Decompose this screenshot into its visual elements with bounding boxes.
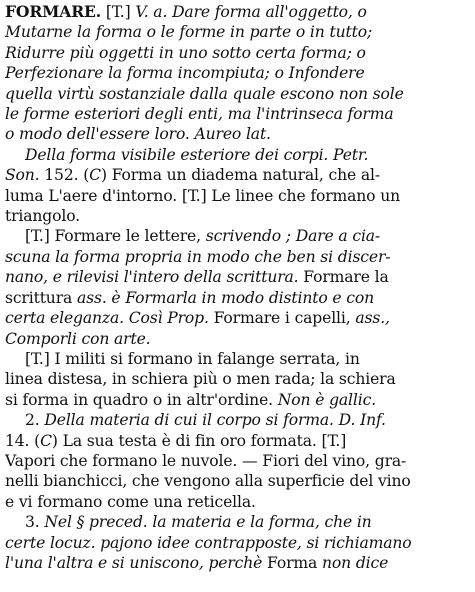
text-run: 2.	[25, 411, 45, 430]
text-run: [T.] Formare le lettere,	[25, 227, 206, 246]
text-run: triangolo.	[5, 207, 80, 226]
text-run: nano, e rilevisi l'intero della scrittura.	[5, 268, 299, 287]
text-run: ) La sua testa è di fin oro formata. [T.]	[51, 431, 347, 450]
text-run: ass. è Formarla in modo distinto e con	[76, 288, 374, 307]
headword: FORMARE.	[5, 2, 102, 21]
text-line	[5, 533, 469, 553]
text-line	[5, 84, 469, 104]
text-run: l'una l'altra e si uniscono, perchè	[5, 553, 263, 572]
text-line	[5, 43, 469, 63]
text-run: e vi formano come una reticella.	[5, 492, 256, 511]
text-run: C	[40, 431, 52, 450]
text-run: quella virtù sostanziale dalla quale escono non sole	[5, 84, 404, 103]
text-line	[5, 471, 469, 491]
text-run: Mutarne la forma o le forme in parte o in tutto;	[5, 23, 373, 42]
text-run: 3.	[25, 513, 45, 532]
text-run: V. a. Dare forma all'oggetto, o	[135, 3, 367, 21]
text-line	[5, 553, 469, 573]
sense-letters	[5, 226, 469, 348]
text-line	[5, 329, 469, 349]
text-run: certa eleganza. Così Prop.	[5, 309, 209, 328]
text-run: scuna la forma propria in modo che ben si discer-	[5, 247, 391, 266]
text-run: Son.	[5, 166, 45, 185]
text-run: le forme esteriori degli enti, ma l'intrinseca forma	[5, 105, 394, 124]
text-run: 14. (	[5, 431, 41, 450]
text-run: Della forma visibile esteriore dei corpi. Petr.	[25, 145, 369, 164]
text-run: Comporli con arte.	[5, 329, 151, 348]
text-line	[5, 165, 469, 185]
text-run: Non è gallic.	[277, 390, 376, 409]
text-run: Della materia di cui il corpo si forma. D. Inf.	[44, 411, 386, 430]
text-line	[5, 206, 469, 226]
text-run: [T.]	[101, 3, 136, 21]
text-line	[5, 22, 469, 42]
text-line	[5, 186, 469, 206]
sense-3-matter-and-form	[5, 512, 469, 573]
text-run: non dice	[322, 553, 389, 572]
dictionary-entry	[5, 2, 469, 573]
text-line	[5, 349, 469, 369]
text-line	[5, 369, 469, 389]
text-line	[5, 288, 469, 308]
text-line	[5, 431, 469, 451]
text-run: luma L'aere d'intorno. [T.] Le linee che formano un	[5, 186, 400, 205]
text-run: Formare i capelli,	[208, 309, 356, 328]
text-run: 152. (	[44, 166, 90, 185]
sense-2-matter	[5, 410, 469, 512]
text-line	[5, 63, 469, 83]
text-line	[5, 267, 469, 287]
text-run: Formare la	[298, 268, 389, 287]
text-run: scrittura	[5, 288, 77, 307]
text-line	[5, 226, 469, 246]
text-line	[5, 308, 469, 328]
text-line	[5, 410, 469, 430]
text-line	[5, 451, 469, 471]
text-run: Perfezionare la forma incompiuta; o Infondere	[5, 64, 365, 83]
text-run: Nel § preced. la materia e la forma, che in	[44, 513, 372, 532]
entry-definition	[5, 2, 469, 145]
sense-military	[5, 349, 469, 410]
text-run: Ridurre più oggetti in uno sotto certa forma; o	[5, 43, 366, 62]
sense-visible-form	[5, 145, 469, 227]
text-line	[5, 104, 469, 124]
text-run: linea distesa, in schiera più o men rada; la schiera	[5, 370, 396, 389]
text-line	[5, 512, 469, 532]
text-run: ) Forma un diadema natural, che al-	[100, 166, 380, 185]
text-run: [T.] I militi si formano in falange serrata, in	[25, 349, 360, 368]
text-run: ass.,	[355, 309, 390, 328]
text-line	[5, 2, 469, 22]
text-run: certe locuz. pajono idee contrapposte, si richiamano	[5, 533, 412, 552]
text-run: Vapori che formano le nuvole. — Fiori del vino, gra-	[5, 451, 407, 470]
text-line	[5, 145, 469, 165]
text-line	[5, 124, 469, 144]
text-line	[5, 390, 469, 410]
text-line	[5, 247, 469, 267]
text-run: nelli bianchicci, che vengono alla superficie del vino	[5, 472, 411, 491]
text-run: si forma in quadro o in altr'ordine.	[5, 390, 278, 409]
text-line	[5, 492, 469, 512]
text-run: C	[89, 166, 101, 185]
text-run: Forma	[262, 553, 323, 572]
text-run: scrivendo ; Dare a cia-	[205, 227, 381, 246]
text-run: o modo dell'essere loro. Aureo lat.	[5, 125, 271, 144]
